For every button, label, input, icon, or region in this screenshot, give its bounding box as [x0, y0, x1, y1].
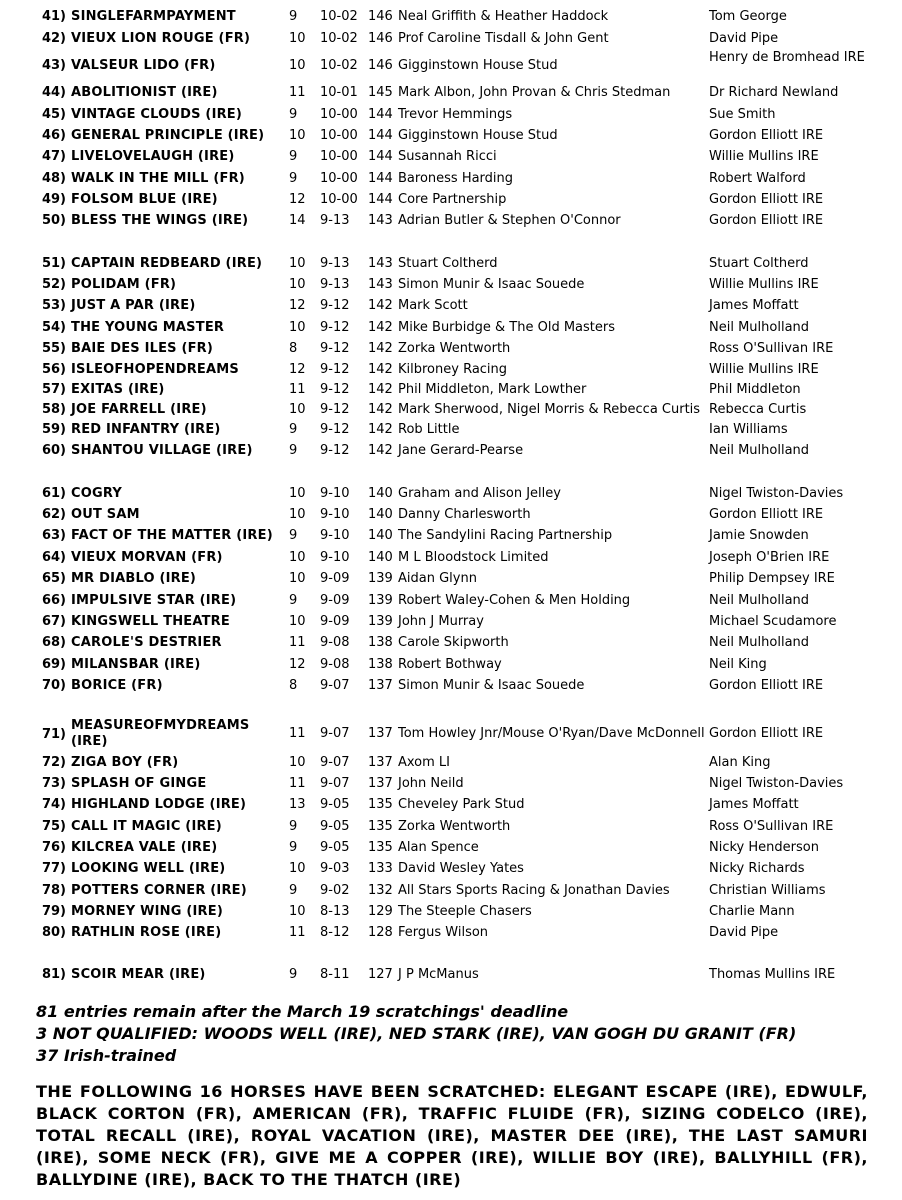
horse-rating: 138 — [368, 657, 393, 672]
horse-age: 10 — [289, 904, 306, 919]
horse-rating: 139 — [368, 571, 393, 586]
owner-name: J P McManus — [398, 967, 479, 982]
horse-name: BLESS THE WINGS (IRE) — [71, 213, 249, 228]
horse-name: FACT OF THE MATTER (IRE) — [71, 528, 273, 543]
trainer-name: David Pipe — [709, 925, 779, 940]
horse-age: 9 — [289, 149, 298, 164]
horse-name: POLIDAM (FR) — [71, 277, 177, 292]
horse-age: 9 — [289, 107, 298, 122]
horse-name: SPLASH OF GINGE — [71, 776, 207, 791]
horse-weight: 9-12 — [320, 298, 350, 313]
horse-name: IMPULSIVE STAR (IRE) — [71, 593, 237, 608]
entry-number: 63) — [41, 528, 66, 543]
horse-name: KILCREA VALE (IRE) — [71, 840, 218, 855]
owner-name: Danny Charlesworth — [398, 507, 531, 522]
entry-number: 64) — [41, 550, 66, 565]
horse-age: 10 — [289, 402, 306, 417]
horse-age: 9 — [289, 819, 298, 834]
horse-age: 9 — [289, 840, 298, 855]
trainer-name: James Moffatt — [709, 298, 799, 313]
horse-weight: 9-02 — [320, 883, 350, 898]
trainer-name: Phil Middleton — [709, 382, 801, 397]
entry-number: 81) — [41, 967, 66, 982]
horse-name: RATHLIN ROSE (IRE) — [71, 925, 222, 940]
horse-weight: 10-02 — [320, 9, 358, 24]
horse-weight: 9-12 — [320, 382, 350, 397]
entry-number: 67) — [41, 614, 66, 629]
horse-rating: 144 — [368, 171, 393, 186]
owner-name: The Steeple Chasers — [398, 904, 532, 919]
horse-age: 13 — [289, 797, 306, 812]
horse-rating: 127 — [368, 967, 393, 982]
horse-name: VIEUX MORVAN (FR) — [71, 550, 223, 565]
horse-rating: 137 — [368, 678, 393, 693]
horse-name: EXITAS (IRE) — [71, 382, 165, 397]
entry-number: 42) — [41, 31, 66, 46]
trainer-name: Joseph O'Brien IRE — [709, 550, 830, 565]
owner-name: All Stars Sports Racing & Jonathan Davies — [398, 883, 670, 898]
trainer-name: Willie Mullins IRE — [709, 277, 819, 292]
horse-name: LIVELOVELAUGH (IRE) — [71, 149, 235, 164]
horse-name: COGRY — [71, 486, 122, 501]
entry-number: 50) — [41, 213, 66, 228]
horse-name: KINGSWELL THEATRE — [71, 614, 230, 629]
horse-age: 10 — [289, 31, 306, 46]
trainer-name: Dr Richard Newland — [709, 85, 839, 100]
horse-name: GENERAL PRINCIPLE (IRE) — [71, 128, 265, 143]
horse-name: BORICE (FR) — [71, 678, 163, 693]
entries-remaining-note: 81 entries remain after the March 19 scratchings' deadline — [36, 1002, 569, 1021]
owner-name: Robert Waley-Cohen & Men Holding — [398, 593, 631, 608]
horse-name: MEASUREOFMYDREAMS (IRE) — [71, 718, 250, 749]
horse-age: 12 — [289, 657, 306, 672]
trainer-name: Willie Mullins IRE — [709, 149, 819, 164]
trainer-name: Neil Mulholland — [709, 635, 810, 650]
owner-name: Simon Munir & Isaac Souede — [398, 678, 585, 693]
horse-rating: 143 — [368, 213, 393, 228]
horse-age: 11 — [289, 382, 306, 397]
horse-name: SCOIR MEAR (IRE) — [71, 967, 206, 982]
horse-name: THE YOUNG MASTER — [71, 320, 225, 335]
horse-age: 10 — [289, 507, 306, 522]
horse-weight: 9-05 — [320, 840, 350, 855]
entry-number: 78) — [41, 883, 66, 898]
horse-weight: 9-09 — [320, 593, 350, 608]
entry-number: 58) — [41, 402, 66, 417]
horse-age: 10 — [289, 320, 306, 335]
trainer-name: David Pipe — [709, 31, 779, 46]
entry-number: 72) — [41, 755, 66, 770]
horse-age: 9 — [289, 967, 298, 982]
trainer-name: Gordon Elliott IRE — [709, 192, 824, 207]
entry-number: 47) — [41, 149, 66, 164]
entry-number: 43) — [41, 58, 66, 73]
entry-number: 74) — [41, 797, 66, 812]
trainer-name: Willie Mullins IRE — [709, 362, 819, 377]
entry-number: 49) — [41, 192, 66, 207]
horse-weight: 9-05 — [320, 797, 350, 812]
entry-number: 80) — [41, 925, 66, 940]
entry-number: 44) — [41, 85, 66, 100]
trainer-name: Neil King — [709, 657, 767, 672]
horse-rating: 133 — [368, 861, 393, 876]
trainer-name: Michael Scudamore — [709, 614, 837, 629]
trainer-name: Christian Williams — [709, 883, 826, 898]
horse-name: MR DIABLO (IRE) — [71, 571, 197, 586]
trainer-name: Gordon Elliott IRE — [709, 726, 824, 741]
trainer-name: Philip Dempsey IRE — [709, 571, 835, 586]
entry-number: 66) — [41, 593, 66, 608]
owner-name: Rob Little — [398, 422, 460, 437]
owner-name: Tom Howley Jnr/Mouse O'Ryan/Dave McDonnell — [398, 726, 705, 741]
horse-weight: 9-10 — [320, 528, 350, 543]
horse-weight: 9-07 — [320, 726, 350, 741]
horse-weight: 9-12 — [320, 402, 350, 417]
horse-age: 10 — [289, 550, 306, 565]
entry-number: 76) — [41, 840, 66, 855]
owner-name: David Wesley Yates — [398, 861, 524, 876]
owner-name: M L Bloodstock Limited — [398, 550, 549, 565]
horse-age: 10 — [289, 861, 306, 876]
horse-rating: 142 — [368, 320, 393, 335]
trainer-name: Jamie Snowden — [709, 528, 809, 543]
horse-rating: 142 — [368, 341, 393, 356]
horse-weight: 9-03 — [320, 861, 350, 876]
horse-rating: 140 — [368, 507, 393, 522]
horse-weight: 9-05 — [320, 819, 350, 834]
horse-age: 9 — [289, 883, 298, 898]
horse-name: VIEUX LION ROUGE (FR) — [71, 31, 251, 46]
horse-weight: 9-07 — [320, 678, 350, 693]
horse-rating: 135 — [368, 819, 393, 834]
horse-name: CAROLE'S DESTRIER — [71, 635, 222, 650]
horse-rating: 142 — [368, 443, 393, 458]
horse-name: HIGHLAND LODGE (IRE) — [71, 797, 247, 812]
owner-name: Core Partnership — [398, 192, 507, 207]
trainer-name: Nigel Twiston-Davies — [709, 486, 844, 501]
owner-name: John J Murray — [398, 614, 484, 629]
trainer-name: Thomas Mullins IRE — [709, 967, 836, 982]
horse-name: ABOLITIONIST (IRE) — [71, 85, 218, 100]
horse-rating: 142 — [368, 382, 393, 397]
entry-number: 56) — [41, 362, 66, 377]
trainer-name: Gordon Elliott IRE — [709, 678, 824, 693]
horse-rating: 142 — [368, 422, 393, 437]
owner-name: Trevor Hemmings — [398, 107, 513, 122]
horse-weight: 8-11 — [320, 967, 350, 982]
trainer-name: Gordon Elliott IRE — [709, 128, 824, 143]
horse-weight: 8-13 — [320, 904, 350, 919]
horse-age: 12 — [289, 298, 306, 313]
horse-rating: 145 — [368, 85, 393, 100]
owner-name: Mike Burbidge & The Old Masters — [398, 320, 616, 335]
trainer-name: Tom George — [709, 9, 787, 24]
owner-name: Simon Munir & Isaac Souede — [398, 277, 585, 292]
trainer-name: Rebecca Curtis — [709, 402, 807, 417]
horse-weight: 9-09 — [320, 614, 350, 629]
horse-age: 9 — [289, 593, 298, 608]
not-qualified-note: 3 NOT QUALIFIED: WOODS WELL (IRE), NED STARK (IRE), VAN GOGH DU GRANIT (FR) — [36, 1024, 797, 1043]
horse-rating: 143 — [368, 256, 393, 271]
horse-weight: 10-00 — [320, 149, 358, 164]
horse-age: 10 — [289, 486, 306, 501]
horse-name: LOOKING WELL (IRE) — [71, 861, 226, 876]
trainer-name: Neil Mulholland — [709, 320, 810, 335]
horse-name: SINGLEFARMPAYMENT — [71, 9, 236, 24]
trainer-name: Neil Mulholland — [709, 593, 810, 608]
horse-name: ZIGA BOY (FR) — [71, 755, 179, 770]
irish-trained-note: 37 Irish-trained — [36, 1046, 177, 1065]
horse-rating: 132 — [368, 883, 393, 898]
owner-name: Mark Albon, John Provan & Chris Stedman — [398, 85, 671, 100]
trainer-name: Nicky Richards — [709, 861, 805, 876]
trainer-name: Nigel Twiston-Davies — [709, 776, 844, 791]
trainer-name: Robert Walford — [709, 171, 806, 186]
horse-weight: 9-12 — [320, 341, 350, 356]
horse-rating: 137 — [368, 726, 393, 741]
horse-weight: 9-13 — [320, 256, 350, 271]
owner-name: Kilbroney Racing — [398, 362, 508, 377]
horse-age: 11 — [289, 925, 306, 940]
horse-weight: 9-08 — [320, 657, 350, 672]
trainer-name: James Moffatt — [709, 797, 799, 812]
owner-name: Axom LI — [398, 755, 451, 770]
entry-number: 41) — [41, 9, 66, 24]
horse-rating: 139 — [368, 593, 393, 608]
entry-number: 60) — [41, 443, 66, 458]
owner-name: Adrian Butler & Stephen O'Connor — [398, 213, 621, 228]
horse-rating: 142 — [368, 362, 393, 377]
trainer-name: Neil Mulholland — [709, 443, 810, 458]
owner-name: Stuart Coltherd — [398, 256, 498, 271]
horse-weight: 9-07 — [320, 755, 350, 770]
trainer-name: Nicky Henderson — [709, 840, 819, 855]
horse-weight: 9-12 — [320, 320, 350, 335]
horse-rating: 137 — [368, 776, 393, 791]
horse-weight: 9-12 — [320, 362, 350, 377]
horse-age: 9 — [289, 171, 298, 186]
horse-rating: 144 — [368, 128, 393, 143]
trainer-name: Ross O'Sullivan IRE — [709, 819, 834, 834]
entry-number: 62) — [41, 507, 66, 522]
trainer-name: Alan King — [709, 755, 771, 770]
entry-number: 54) — [41, 320, 66, 335]
horse-age: 10 — [289, 755, 306, 770]
horse-weight: 9-13 — [320, 277, 350, 292]
horse-name: FOLSOM BLUE (IRE) — [71, 192, 218, 207]
horse-name: RED INFANTRY (IRE) — [71, 422, 221, 437]
horse-name: VINTAGE CLOUDS (IRE) — [71, 107, 243, 122]
entry-number: 53) — [41, 298, 66, 313]
trainer-name: Henry de Bromhead IRE — [709, 50, 865, 65]
horse-rating: 146 — [368, 9, 393, 24]
entry-number: 73) — [41, 776, 66, 791]
horse-rating: 142 — [368, 298, 393, 313]
horse-weight: 10-02 — [320, 58, 358, 73]
owner-name: Gigginstown House Stud — [398, 58, 558, 73]
entry-number: 71) — [41, 727, 66, 742]
horse-age: 10 — [289, 128, 306, 143]
horse-rating: 144 — [368, 192, 393, 207]
entry-number: 61) — [41, 486, 66, 501]
horse-rating: 137 — [368, 755, 393, 770]
horse-rating: 135 — [368, 840, 393, 855]
horse-rating: 146 — [368, 31, 393, 46]
horse-weight: 10-00 — [320, 171, 358, 186]
entry-number: 46) — [41, 128, 66, 143]
horse-age: 9 — [289, 443, 298, 458]
horse-age: 11 — [289, 776, 306, 791]
horse-age: 9 — [289, 9, 298, 24]
horse-age: 9 — [289, 422, 298, 437]
owner-name: Graham and Alison Jelley — [398, 486, 561, 501]
horse-name: MORNEY WING (IRE) — [71, 904, 223, 919]
horse-rating: 135 — [368, 797, 393, 812]
horse-rating: 128 — [368, 925, 393, 940]
trainer-name: Sue Smith — [709, 107, 776, 122]
horse-age: 14 — [289, 213, 306, 228]
entry-number: 57) — [41, 382, 66, 397]
entry-number: 52) — [41, 277, 66, 292]
entry-number: 55) — [41, 341, 66, 356]
horse-age: 10 — [289, 58, 306, 73]
horse-rating: 142 — [368, 402, 393, 417]
scratched-horses-paragraph: THE FOLLOWING 16 HORSES HAVE BEEN SCRATCHED: ELEGANT ESCAPE (IRE), EDWULF, BLACK CORTON (FR), AMERICAN (FR), TRAFFIC FLUIDE (FR), SIZING CODELCO (IRE), TOTAL RECALL (IRE), ROYAL VACATION (IRE), MASTER DEE (IRE), THE LAST SAMURI (IRE), SOME NECK (FR), GIVE ME A COPPER (IRE), WILLIE BOY (IRE), BALLYHILL (FR), BALLYDINE (IRE), BACK TO THE THATCH (IRE) — [36, 1082, 868, 1189]
horse-age: 10 — [289, 614, 306, 629]
horse-name: CAPTAIN REDBEARD (IRE) — [71, 256, 263, 271]
owner-name: Phil Middleton, Mark Lowther — [398, 382, 587, 397]
horse-age: 12 — [289, 362, 306, 377]
horse-age: 12 — [289, 192, 306, 207]
horse-weight: 10-02 — [320, 31, 358, 46]
horse-name: OUT SAM — [71, 507, 140, 522]
horse-weight: 9-08 — [320, 635, 350, 650]
owner-name: Neal Griffith & Heather Haddock — [398, 9, 609, 24]
horse-weight: 9-12 — [320, 422, 350, 437]
horse-name: WALK IN THE MILL (FR) — [71, 171, 245, 186]
owner-name: Mark Scott — [398, 298, 468, 313]
owner-name: Robert Bothway — [398, 657, 502, 672]
horse-rating: 140 — [368, 550, 393, 565]
horse-weight: 9-10 — [320, 550, 350, 565]
horse-weight: 8-12 — [320, 925, 350, 940]
trainer-name: Charlie Mann — [709, 904, 795, 919]
horse-weight: 10-00 — [320, 128, 358, 143]
owner-name: John Neild — [398, 776, 464, 791]
trainer-name: Gordon Elliott IRE — [709, 213, 824, 228]
horse-age: 10 — [289, 277, 306, 292]
trainer-name: Stuart Coltherd — [709, 256, 809, 271]
horse-rating: 143 — [368, 277, 393, 292]
horse-name: CALL IT MAGIC (IRE) — [71, 819, 222, 834]
owner-name: Gigginstown House Stud — [398, 128, 558, 143]
trainer-name: Gordon Elliott IRE — [709, 507, 824, 522]
owner-name: Carole Skipworth — [398, 635, 509, 650]
horse-weight: 10-00 — [320, 192, 358, 207]
horse-name: VALSEUR LIDO (FR) — [71, 58, 216, 73]
horse-age: 11 — [289, 85, 306, 100]
horse-rating: 140 — [368, 528, 393, 543]
horse-name: POTTERS CORNER (IRE) — [71, 883, 247, 898]
horse-name: JOE FARRELL (IRE) — [71, 402, 207, 417]
owner-name: The Sandylini Racing Partnership — [398, 528, 613, 543]
horse-name: SHANTOU VILLAGE (IRE) — [71, 443, 253, 458]
owner-name: Fergus Wilson — [398, 925, 489, 940]
owner-name: Baroness Harding — [398, 171, 514, 186]
horse-weight: 10-01 — [320, 85, 358, 100]
entry-number: 69) — [41, 657, 66, 672]
horse-weight: 9-10 — [320, 486, 350, 501]
horse-age: 9 — [289, 528, 298, 543]
horse-age: 11 — [289, 635, 306, 650]
horse-name: JUST A PAR (IRE) — [71, 298, 196, 313]
entry-number: 45) — [41, 107, 66, 122]
horse-weight: 9-12 — [320, 443, 350, 458]
horse-weight: 9-09 — [320, 571, 350, 586]
entry-number: 75) — [41, 819, 66, 834]
owner-name: Aidan Glynn — [398, 571, 477, 586]
horse-age: 11 — [289, 726, 306, 741]
horse-name: ISLEOFHOPENDREAMS — [71, 362, 239, 377]
owner-name: Zorka Wentworth — [398, 341, 511, 356]
owner-name: Zorka Wentworth — [398, 819, 511, 834]
horse-age: 8 — [289, 678, 298, 693]
trainer-name: Ian Williams — [709, 422, 788, 437]
horse-rating: 129 — [368, 904, 393, 919]
entry-number: 65) — [41, 571, 66, 586]
horse-name: MILANSBAR (IRE) — [71, 657, 201, 672]
horse-rating: 144 — [368, 149, 393, 164]
entry-number: 79) — [41, 904, 66, 919]
entry-number: 77) — [41, 861, 66, 876]
owner-name: Mark Sherwood, Nigel Morris & Rebecca Curtis — [398, 402, 701, 417]
horse-weight: 10-00 — [320, 107, 358, 122]
horse-rating: 139 — [368, 614, 393, 629]
horse-rating: 146 — [368, 58, 393, 73]
horse-weight: 9-07 — [320, 776, 350, 791]
owner-name: Alan Spence — [398, 840, 479, 855]
horse-age: 10 — [289, 571, 306, 586]
horse-rating: 140 — [368, 486, 393, 501]
entry-number: 68) — [41, 635, 66, 650]
horse-weight: 9-10 — [320, 507, 350, 522]
owner-name: Susannah Ricci — [398, 149, 497, 164]
entry-number: 48) — [41, 171, 66, 186]
owner-name: Jane Gerard-Pearse — [398, 443, 524, 458]
entry-number: 51) — [41, 256, 66, 271]
horse-rating: 138 — [368, 635, 393, 650]
horse-name: BAIE DES ILES (FR) — [71, 341, 214, 356]
horse-age: 10 — [289, 256, 306, 271]
horse-age: 8 — [289, 341, 298, 356]
horse-rating: 144 — [368, 107, 393, 122]
horse-weight: 9-13 — [320, 213, 350, 228]
trainer-name: Ross O'Sullivan IRE — [709, 341, 834, 356]
owner-name: Cheveley Park Stud — [398, 797, 525, 812]
owner-name: Prof Caroline Tisdall & John Gent — [398, 31, 609, 46]
entry-number: 70) — [41, 678, 66, 693]
entry-number: 59) — [41, 422, 66, 437]
